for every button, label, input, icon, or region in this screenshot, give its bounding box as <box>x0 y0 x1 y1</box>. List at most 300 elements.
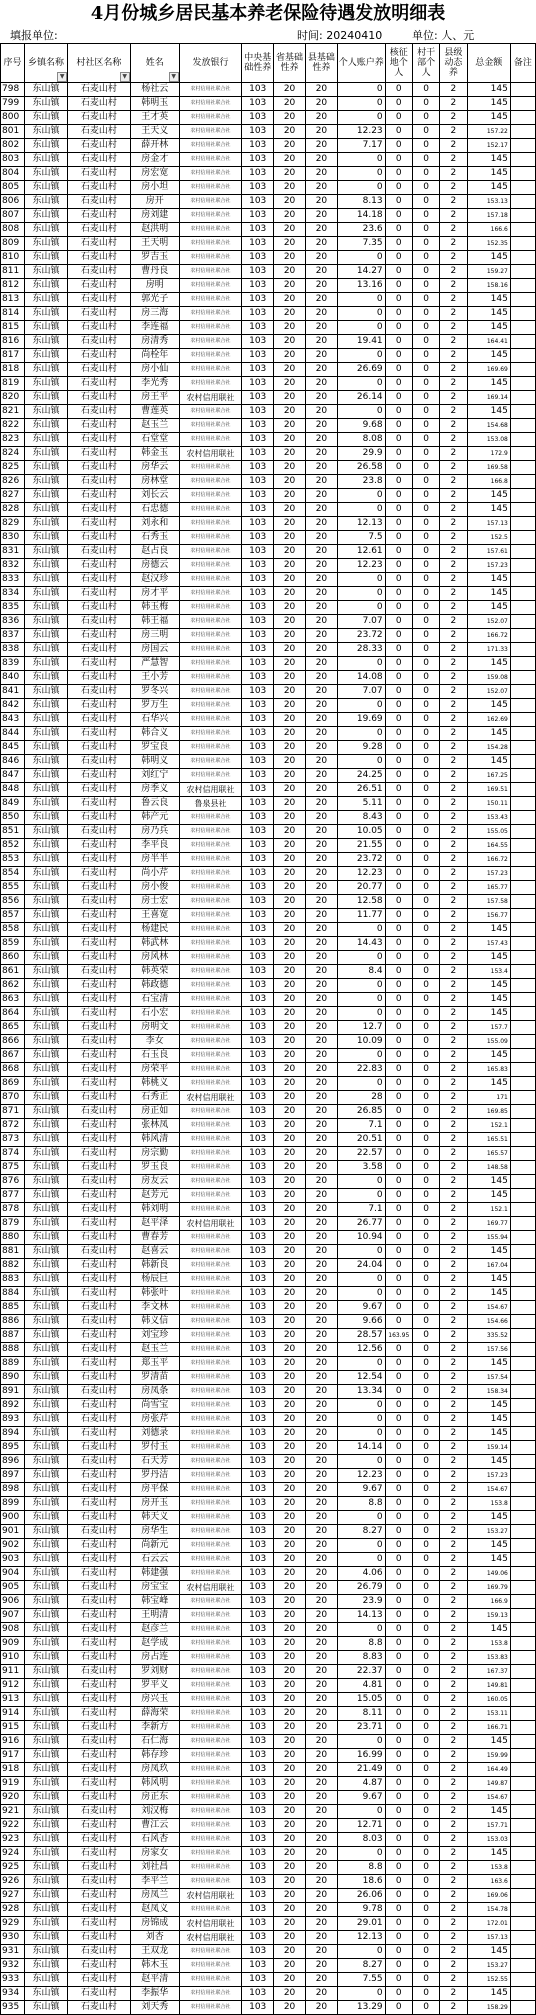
cell-dynamic: 2 <box>440 153 467 167</box>
cell-bank: 农村信用社联合社 <box>179 1259 242 1273</box>
cell-remark <box>510 1007 535 1021</box>
table-row <box>1 391 536 405</box>
cell-bank: 农村信用社联合社 <box>179 601 242 615</box>
cell-remark <box>510 1497 535 1511</box>
cell-central: 103 <box>242 1861 274 1875</box>
cell-remark <box>510 1735 535 1749</box>
cell-village: 石麦山村 <box>68 825 131 839</box>
cell-dynamic: 2 <box>440 1595 467 1609</box>
cell-town: 东山镇 <box>24 755 67 769</box>
cell-cadre: 0 <box>412 1063 439 1077</box>
cell-seq: 878 <box>1 1203 25 1217</box>
cell-province: 20 <box>274 503 306 517</box>
cell-total: 145 <box>467 1987 510 2001</box>
table-row <box>1 1371 536 1385</box>
table-row <box>1 1147 536 1161</box>
cell-remark <box>510 1091 535 1105</box>
cell-dynamic: 2 <box>440 349 467 363</box>
cell-remark <box>510 1987 535 2001</box>
cell-personal: 8.08 <box>337 433 385 447</box>
cell-land: 0 <box>385 727 412 741</box>
cell-dynamic: 2 <box>440 1567 467 1581</box>
cell-cadre: 0 <box>412 1889 439 1903</box>
cell-personal: 0 <box>337 181 385 195</box>
cell-dynamic: 2 <box>440 1455 467 1469</box>
cell-village: 石麦山村 <box>68 797 131 811</box>
table-row <box>1 965 536 979</box>
cell-seq: 836 <box>1 615 25 629</box>
cell-land: 0 <box>385 1021 412 1035</box>
cell-central: 103 <box>242 307 274 321</box>
cell-total: 163.6 <box>467 1875 510 1889</box>
cell-province: 20 <box>274 349 306 363</box>
cell-county: 20 <box>305 727 337 741</box>
cell-name: 房荣平 <box>130 1063 179 1077</box>
cell-province: 20 <box>274 1581 306 1595</box>
cell-cadre: 0 <box>412 181 439 195</box>
table-row <box>1 755 536 769</box>
table-row <box>1 1651 536 1665</box>
cell-remark <box>510 363 535 377</box>
cell-name: 房小仙 <box>130 363 179 377</box>
cell-bank: 农村信用社联合社 <box>179 671 242 685</box>
cell-village: 石麦山村 <box>68 195 131 209</box>
cell-county: 20 <box>305 923 337 937</box>
cell-total: 169.58 <box>467 461 510 475</box>
cell-name: 罗玉良 <box>130 1161 179 1175</box>
header-seq[interactable] <box>1 44 25 83</box>
cell-cadre: 0 <box>412 237 439 251</box>
cell-cadre: 0 <box>412 1875 439 1889</box>
cell-total: 155.05 <box>467 825 510 839</box>
cell-village: 石麦山村 <box>68 853 131 867</box>
cell-remark <box>510 83 535 97</box>
cell-village: 石麦山村 <box>68 475 131 489</box>
cell-dynamic: 2 <box>440 1959 467 1973</box>
header-personal[interactable] <box>337 44 385 83</box>
cell-land: 0 <box>385 1665 412 1679</box>
cell-town: 东山镇 <box>24 139 67 153</box>
cell-personal: 0 <box>337 755 385 769</box>
cell-dynamic: 2 <box>440 1651 467 1665</box>
cell-province: 20 <box>274 1077 306 1091</box>
cell-remark <box>510 237 535 251</box>
table-row <box>1 1609 536 1623</box>
cell-town: 东山镇 <box>24 419 67 433</box>
table-row <box>1 1861 536 1875</box>
cell-total: 145 <box>467 1805 510 1819</box>
cell-county: 20 <box>305 1245 337 1259</box>
cell-total: 157.18 <box>467 209 510 223</box>
cell-county: 20 <box>305 1259 337 1273</box>
cell-village: 石麦山村 <box>68 1777 131 1791</box>
table-row <box>1 727 536 741</box>
cell-dynamic: 2 <box>440 1819 467 1833</box>
cell-remark <box>510 489 535 503</box>
cell-cadre: 0 <box>412 853 439 867</box>
cell-bank: 农村信用社联合社 <box>179 1497 242 1511</box>
cell-town: 东山镇 <box>24 1469 67 1483</box>
cell-central: 103 <box>242 1427 274 1441</box>
cell-dynamic: 2 <box>440 489 467 503</box>
cell-name: 韩合义 <box>130 727 179 741</box>
table-row <box>1 867 536 881</box>
cell-town: 东山镇 <box>24 125 67 139</box>
cell-name: 房平保 <box>130 1483 179 1497</box>
filter-dropdown-icon[interactable]: ▼ <box>120 72 130 82</box>
cell-province: 20 <box>274 1945 306 1959</box>
cell-personal: 13.29 <box>337 2001 385 2015</box>
cell-central: 103 <box>242 1791 274 1805</box>
cell-remark <box>510 335 535 349</box>
cell-village: 石麦山村 <box>68 1329 131 1343</box>
cell-central: 103 <box>242 1749 274 1763</box>
cell-central: 103 <box>242 1721 274 1735</box>
cell-cadre: 0 <box>412 1805 439 1819</box>
header-bank[interactable] <box>179 44 242 83</box>
cell-personal: 0 <box>337 1399 385 1413</box>
cell-cadre: 0 <box>412 1399 439 1413</box>
header-cadre[interactable] <box>412 44 439 83</box>
header-town[interactable] <box>24 44 67 83</box>
cell-remark <box>510 181 535 195</box>
cell-village: 石麦山村 <box>68 1287 131 1301</box>
cell-central: 103 <box>242 111 274 125</box>
cell-central: 103 <box>242 531 274 545</box>
cell-remark <box>510 167 535 181</box>
cell-central: 103 <box>242 1693 274 1707</box>
cell-remark <box>510 1679 535 1693</box>
cell-land: 0 <box>385 1371 412 1385</box>
cell-dynamic: 2 <box>440 265 467 279</box>
cell-dynamic: 2 <box>440 1903 467 1917</box>
cell-total: 152.1 <box>467 1119 510 1133</box>
table-row <box>1 1945 536 1959</box>
cell-village: 石麦山村 <box>68 1623 131 1637</box>
cell-province: 20 <box>274 755 306 769</box>
cell-bank: 农村信用社联合社 <box>179 517 242 531</box>
table-row <box>1 1343 536 1357</box>
header-total[interactable] <box>467 44 510 83</box>
cell-total: 145 <box>467 979 510 993</box>
cell-dynamic: 2 <box>440 1203 467 1217</box>
cell-name: 石玉良 <box>130 1049 179 1063</box>
cell-bank: 农村信用社联合社 <box>179 293 242 307</box>
header-name[interactable] <box>130 44 179 83</box>
cell-name: 赵汉珍 <box>130 573 179 587</box>
cell-county: 20 <box>305 1707 337 1721</box>
cell-province: 20 <box>274 1917 306 1931</box>
cell-province: 20 <box>274 643 306 657</box>
header-remark[interactable] <box>510 44 535 83</box>
cell-county: 20 <box>305 1189 337 1203</box>
cell-dynamic: 2 <box>440 97 467 111</box>
cell-bank: 农村信用社联合社 <box>179 1357 242 1371</box>
cell-total: 150.11 <box>467 797 510 811</box>
cell-bank: 农村信用社联合社 <box>179 1525 242 1539</box>
cell-land: 0 <box>385 965 412 979</box>
cell-town: 东山镇 <box>24 1231 67 1245</box>
cell-total: 157.61 <box>467 545 510 559</box>
cell-dynamic: 2 <box>440 1791 467 1805</box>
cell-province: 20 <box>274 741 306 755</box>
cell-cadre: 0 <box>412 1903 439 1917</box>
cell-province: 20 <box>274 909 306 923</box>
cell-land: 0 <box>385 1609 412 1623</box>
cell-dynamic: 2 <box>440 1147 467 1161</box>
cell-seq: 868 <box>1 1063 25 1077</box>
cell-cadre: 0 <box>412 111 439 125</box>
cell-province: 20 <box>274 657 306 671</box>
cell-cadre: 0 <box>412 1637 439 1651</box>
cell-county: 20 <box>305 461 337 475</box>
cell-town: 东山镇 <box>24 1833 67 1847</box>
table-row <box>1 1847 536 1861</box>
cell-total: 167.04 <box>467 1259 510 1273</box>
cell-seq: 885 <box>1 1301 25 1315</box>
cell-total: 149.81 <box>467 1679 510 1693</box>
cell-dynamic: 2 <box>440 405 467 419</box>
cell-land: 0 <box>385 601 412 615</box>
cell-personal: 20.77 <box>337 881 385 895</box>
cell-bank: 农村信用社联合社 <box>179 1133 242 1147</box>
cell-personal: 26.14 <box>337 391 385 405</box>
cell-land: 0 <box>385 937 412 951</box>
cell-cadre: 0 <box>412 727 439 741</box>
cell-village: 石麦山村 <box>68 1455 131 1469</box>
cell-bank: 农村信用社联合社 <box>179 83 242 97</box>
cell-town: 东山镇 <box>24 237 67 251</box>
cell-seq: 874 <box>1 1147 25 1161</box>
cell-bank: 农村信用社联合社 <box>179 1007 242 1021</box>
cell-remark <box>510 307 535 321</box>
cell-personal: 19.41 <box>337 335 385 349</box>
cell-county: 20 <box>305 489 337 503</box>
cell-remark <box>510 1105 535 1119</box>
cell-personal: 22.57 <box>337 1147 385 1161</box>
cell-bank: 农村信用社联合社 <box>179 1021 242 1035</box>
cell-county: 20 <box>305 573 337 587</box>
cell-bank: 农村信用社联合社 <box>179 867 242 881</box>
cell-seq: 821 <box>1 405 25 419</box>
cell-personal: 24.25 <box>337 769 385 783</box>
cell-province: 20 <box>274 1301 306 1315</box>
cell-seq: 905 <box>1 1581 25 1595</box>
cell-land: 0 <box>385 251 412 265</box>
header-village[interactable] <box>68 44 131 83</box>
header-land[interactable] <box>385 44 412 83</box>
cell-land: 0 <box>385 1133 412 1147</box>
cell-town: 东山镇 <box>24 1483 67 1497</box>
cell-dynamic: 2 <box>440 83 467 97</box>
cell-remark <box>510 811 535 825</box>
cell-personal: 26.06 <box>337 1889 385 1903</box>
cell-name: 赵占良 <box>130 545 179 559</box>
header-county[interactable] <box>305 44 337 83</box>
cell-land: 0 <box>385 111 412 125</box>
cell-cadre: 0 <box>412 153 439 167</box>
cell-bank: 农村信用社联合社 <box>179 727 242 741</box>
cell-bank: 农村信用社联合社 <box>179 237 242 251</box>
cell-village: 石麦山村 <box>68 1973 131 1987</box>
cell-central: 103 <box>242 475 274 489</box>
cell-county: 20 <box>305 1637 337 1651</box>
filter-dropdown-icon[interactable]: ▼ <box>169 72 179 82</box>
cell-name: 韩天义 <box>130 1511 179 1525</box>
cell-seq: 896 <box>1 1455 25 1469</box>
cell-dynamic: 2 <box>440 895 467 909</box>
cell-town: 东山镇 <box>24 937 67 951</box>
cell-dynamic: 2 <box>440 1861 467 1875</box>
cell-county: 20 <box>305 153 337 167</box>
cell-name: 石秀玉 <box>130 531 179 545</box>
cell-name: 韩武林 <box>130 937 179 951</box>
cell-village: 石麦山村 <box>68 699 131 713</box>
cell-county: 20 <box>305 167 337 181</box>
cell-name: 房士宏 <box>130 895 179 909</box>
cell-seq: 837 <box>1 629 25 643</box>
cell-total: 157.13 <box>467 1931 510 1945</box>
cell-remark <box>510 1595 535 1609</box>
cell-cadre: 0 <box>412 1721 439 1735</box>
table-row <box>1 125 536 139</box>
cell-seq: 833 <box>1 573 25 587</box>
cell-province: 20 <box>274 1763 306 1777</box>
cell-village: 石麦山村 <box>68 741 131 755</box>
cell-remark <box>510 1623 535 1637</box>
cell-county: 20 <box>305 279 337 293</box>
cell-dynamic: 2 <box>440 573 467 587</box>
cell-remark <box>510 1203 535 1217</box>
cell-province: 20 <box>274 461 306 475</box>
cell-land: 0 <box>385 1497 412 1511</box>
cell-town: 东山镇 <box>24 1119 67 1133</box>
cell-remark <box>510 1455 535 1469</box>
cell-province: 20 <box>274 601 306 615</box>
cell-total: 145 <box>467 405 510 419</box>
cell-province: 20 <box>274 1595 306 1609</box>
cell-dynamic: 2 <box>440 1329 467 1343</box>
cell-total: 152.35 <box>467 237 510 251</box>
cell-province: 20 <box>274 83 306 97</box>
cell-total: 145 <box>467 1245 510 1259</box>
cell-dynamic: 2 <box>440 391 467 405</box>
cell-province: 20 <box>274 321 306 335</box>
cell-central: 103 <box>242 195 274 209</box>
cell-dynamic: 2 <box>440 629 467 643</box>
cell-town: 东山镇 <box>24 1973 67 1987</box>
cell-village: 石麦山村 <box>68 755 131 769</box>
cell-village: 石麦山村 <box>68 1931 131 1945</box>
cell-bank: 农村信用社联合社 <box>179 433 242 447</box>
cell-province: 20 <box>274 1287 306 1301</box>
cell-province: 20 <box>274 1091 306 1105</box>
table-row <box>1 503 536 517</box>
cell-county: 20 <box>305 1693 337 1707</box>
cell-bank: 农村信用社联合社 <box>179 1609 242 1623</box>
header-province[interactable] <box>274 44 306 83</box>
table-row <box>1 573 536 587</box>
cell-name: 韩英荣 <box>130 965 179 979</box>
cell-county: 20 <box>305 1623 337 1637</box>
cell-village: 石麦山村 <box>68 153 131 167</box>
cell-town: 东山镇 <box>24 1805 67 1819</box>
cell-village: 石麦山村 <box>68 1735 131 1749</box>
cell-remark <box>510 1833 535 1847</box>
cell-town: 东山镇 <box>24 1847 67 1861</box>
cell-village: 石麦山村 <box>68 1161 131 1175</box>
cell-seq: 901 <box>1 1525 25 1539</box>
cell-province: 20 <box>274 1931 306 1945</box>
cell-dynamic: 2 <box>440 993 467 1007</box>
cell-village: 石麦山村 <box>68 209 131 223</box>
table-row <box>1 1693 536 1707</box>
cell-county: 20 <box>305 1399 337 1413</box>
cell-village: 石麦山村 <box>68 1721 131 1735</box>
cell-town: 东山镇 <box>24 461 67 475</box>
cell-land: 0 <box>385 1581 412 1595</box>
cell-cadre: 0 <box>412 657 439 671</box>
table-row <box>1 1889 536 1903</box>
cell-village: 石麦山村 <box>68 1021 131 1035</box>
cell-county: 20 <box>305 545 337 559</box>
header-personal-label: 个人账户养 <box>338 58 384 68</box>
cell-personal: 0 <box>337 1273 385 1287</box>
cell-central: 103 <box>242 573 274 587</box>
cell-town: 东山镇 <box>24 1385 67 1399</box>
cell-name: 石小宏 <box>130 1007 179 1021</box>
header-central[interactable] <box>242 44 274 83</box>
cell-bank: 农村信用联社 <box>179 1091 242 1105</box>
cell-name: 罗万生 <box>130 699 179 713</box>
cell-county: 20 <box>305 1595 337 1609</box>
cell-total: 145 <box>467 1413 510 1427</box>
header-dynamic[interactable] <box>440 44 467 83</box>
cell-seq: 931 <box>1 1945 25 1959</box>
cell-land: 0 <box>385 1217 412 1231</box>
cell-county: 20 <box>305 1511 337 1525</box>
cell-cadre: 0 <box>412 881 439 895</box>
cell-seq: 906 <box>1 1595 25 1609</box>
cell-land: 0 <box>385 97 412 111</box>
cell-personal: 14.13 <box>337 1609 385 1623</box>
cell-town: 东山镇 <box>24 867 67 881</box>
cell-county: 20 <box>305 1175 337 1189</box>
cell-central: 103 <box>242 615 274 629</box>
cell-town: 东山镇 <box>24 1315 67 1329</box>
cell-central: 103 <box>242 503 274 517</box>
cell-county: 20 <box>305 1959 337 1973</box>
cell-total: 169.69 <box>467 363 510 377</box>
filter-dropdown-icon[interactable]: ▼ <box>57 72 67 82</box>
cell-town: 东山镇 <box>24 1917 67 1931</box>
cell-central: 103 <box>242 1931 274 1945</box>
cell-remark <box>510 1315 535 1329</box>
time-label: 时间: 20240410 <box>297 29 383 42</box>
cell-dynamic: 2 <box>440 1833 467 1847</box>
cell-dynamic: 2 <box>440 979 467 993</box>
cell-total: 153.13 <box>467 195 510 209</box>
cell-county: 20 <box>305 1119 337 1133</box>
cell-central: 103 <box>242 167 274 181</box>
cell-village: 石麦山村 <box>68 1357 131 1371</box>
cell-name: 韩张叶 <box>130 1287 179 1301</box>
cell-dynamic: 2 <box>440 1581 467 1595</box>
cell-village: 石麦山村 <box>68 1133 131 1147</box>
cell-personal: 26.69 <box>337 363 385 377</box>
table-row <box>1 405 536 419</box>
cell-village: 石麦山村 <box>68 811 131 825</box>
